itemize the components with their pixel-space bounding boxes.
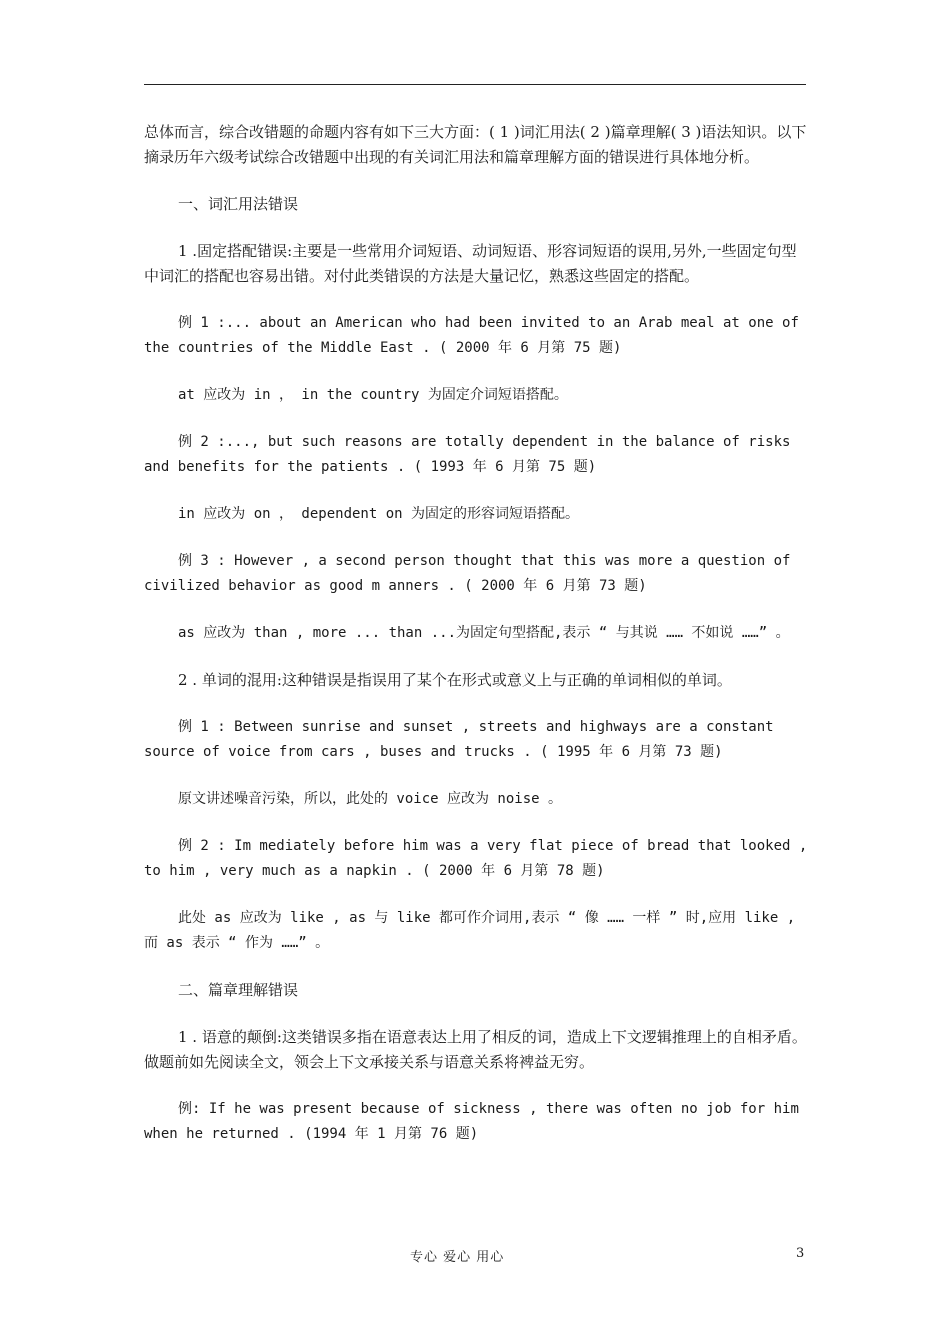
example-4-note: 原文讲述噪音污染，所以，此处的 voice 应改为 noise 。 (178, 791, 563, 807)
example-5: 例 2 : Im mediately before him was a very flat piece of bread that looked , to him , very much as a napkin . ( 2000 年 6 月第 78 题) (144, 838, 808, 879)
example-3: 例 3 : However , a second person thought that this was more a question of civilized behavior as good m anners . ( 2000 年 6 月第 73 题) (144, 553, 791, 594)
example-2: 例 2 :..., but such reasons are totally dependent in the balance of risks and benefits for the patients . ( 1993 年 6 月第 75 题) (144, 434, 791, 475)
page-footer (0, 1246, 950, 1270)
example-3-note: as 应改为 than , more ... than ...为固定句型搭配,表示 “ 与其说 …… 不如说 ……” 。 (178, 625, 790, 641)
document-body (144, 120, 808, 1169)
example-5-note: 此处 as 应改为 like , as 与 like 都可作介词用,表示 “ 像 …… 一样 ” 时,应用 like ,而 as 表示 “ 作为 ……” 。 (144, 910, 796, 951)
intro-paragraph: 总体而言，综合改错题的命题内容有如下三大方面：( 1 )词汇用法( 2 )篇章理解( 3 )语法知识。以下摘录历年六级考试综合改错题中出现的有关词汇用法和篇章理解方面的错误进行具体地分析。 (144, 123, 807, 166)
page-number: 3 (796, 1246, 805, 1261)
example-1-note: at 应改为 in ， in the country 为固定介词短语搭配。 (178, 387, 568, 403)
section-heading-vocabulary: 一、词汇用法错误 (178, 195, 299, 213)
section-heading-discourse: 二、篇章理解错误 (178, 981, 299, 999)
example-2-note: in 应改为 on ， dependent on 为固定的形容词短语搭配。 (178, 506, 580, 522)
example-6: 例: If he was present because of sickness , there was often no job for him when he returned . (1994 年 1 月第 76 题) (144, 1101, 799, 1142)
item-meaning-reversal: 1 . 语意的颠倒:这类错误多指在语意表达上用了相反的词，造成上下文逻辑推理上的自相矛盾。做题前如先阅读全文，领会上下文承接关系与语意关系将裨益无穷。 (144, 1028, 807, 1071)
item-word-confusion: 2 . 单词的混用:这种错误是指误用了某个在形式或意义上与正确的单词相似的单词。 (178, 671, 732, 689)
example-4: 例 1 : Between sunrise and sunset , streets and highways are a constant source of voice from cars , buses and trucks . ( 1995 年 6 月第 73 题) (144, 719, 774, 760)
footer-motto: 专心 爱心 用心 (410, 1250, 505, 1265)
example-1: 例 1 :... about an American who had been invited to an Arab meal at one of the countries of the Middle East . ( 2000 年 6 月第 75 题) (144, 315, 799, 356)
header-rule (144, 84, 806, 85)
item-fixed-collocation: 1 .固定搭配错误:主要是一些常用介词短语、动词短语、形容词短语的误用,另外,一些固定句型中词汇的搭配也容易出错。对付此类错误的方法是大量记忆，熟悉这些固定的搭配。 (144, 242, 797, 285)
